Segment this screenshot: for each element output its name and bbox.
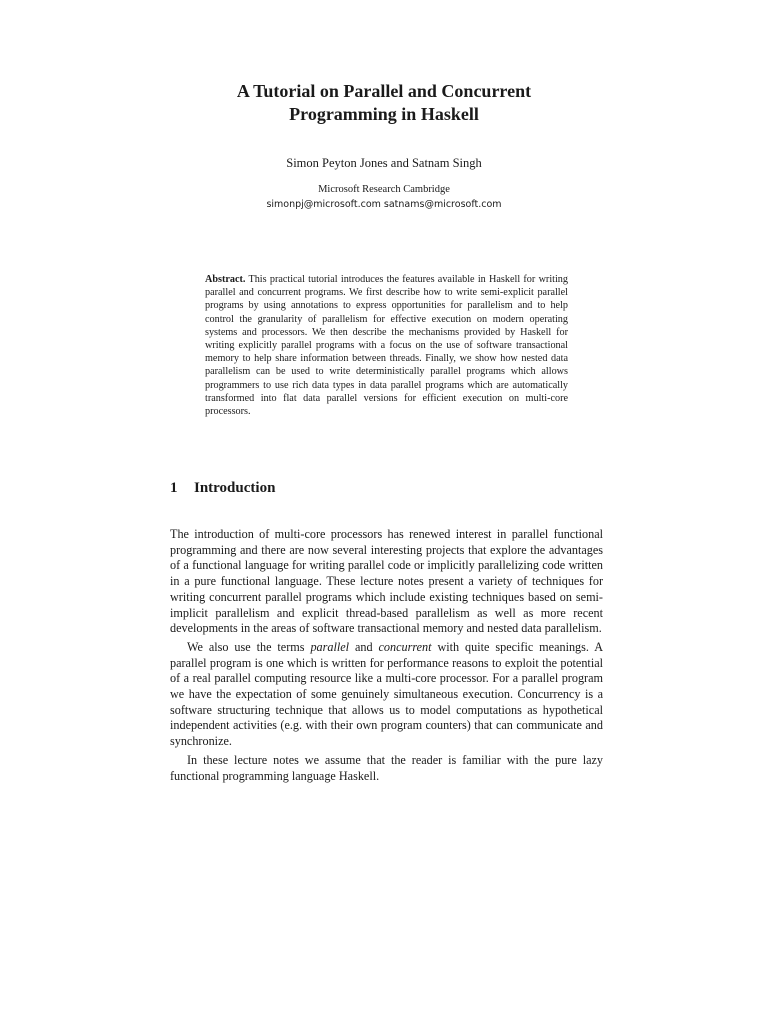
paper-title-line-2: Programming in Haskell	[289, 104, 479, 124]
paper-title	[0, 80, 768, 126]
paragraph-3: In these lecture notes we assume that the reader is familiar with the pure lazy functional programming language Haskell.	[170, 752, 603, 783]
paper-title-line-1: A Tutorial on Parallel and Concurrent	[236, 81, 532, 101]
body-text	[170, 527, 603, 787]
abstract	[205, 273, 568, 418]
abstract-label: Abstract.	[205, 274, 246, 285]
paragraph-1: The introduction of multi-core processors has renewed interest in parallel functional programming and there are now several interesting projects that explore the advantages of a functional language for writing parallel code or implicitly parallelizing code written in a pure functional language. These lecture notes present a variety of techniques for writing concurrent parallel programs which include existing techniques based on semi-implicit parallelism and explicit thread-based parallelism as well as more recent developments in the areas of software transactional memory and nested data parallelism.	[170, 527, 603, 636]
paragraph-2-before: We also use the terms	[187, 639, 311, 654]
paragraph-2-after: with quite specific meanings. A parallel program is one which is written for performance reasons to exploit the potential of a real parallel computing resource like a multi-core processor. For a parallel program we have the expectation of some genuinely simultaneous execution. Concurrency is a software structuring technique that allows us to model computations as hypothetical independent activities (e.g. with their own program counters) that can communicate and synchronize.	[170, 639, 603, 749]
term-concurrent: concurrent	[378, 639, 432, 654]
paragraph-2	[170, 640, 603, 750]
author-list: Simon Peyton Jones and Satnam Singh	[286, 156, 482, 170]
abstract-text: This practical tutorial introduces the features available in Haskell for writing parallel and concurrent programs. We first describe how to write semi-explicit parallel programs by using annotations to express opportunities for parallelism and to help control the granularity of parallelism for effective execution on modern operating systems and processors. We then describe the mechanisms provided by Haskell for writing explicitly parallel programs with a focus on the use of software transactional memory to help share information between threads. Finally, we show how nested data parallelism can be used to write deterministically parallel programs which allows programmers to use rich data types in data parallel programs which are automatically transformed into flat data parallel versions for efficient execution on multi-core processors.	[205, 274, 568, 418]
affiliation: Microsoft Research Cambridge	[318, 184, 450, 195]
section-title: Introduction	[194, 480, 276, 496]
term-parallel: parallel	[310, 639, 350, 654]
section-heading	[170, 480, 275, 497]
section-number: 1	[170, 480, 178, 496]
paragraph-2-middle: and	[349, 639, 379, 654]
author-emails: simonpj@microsoft.com satnams@microsoft.com	[266, 199, 502, 210]
